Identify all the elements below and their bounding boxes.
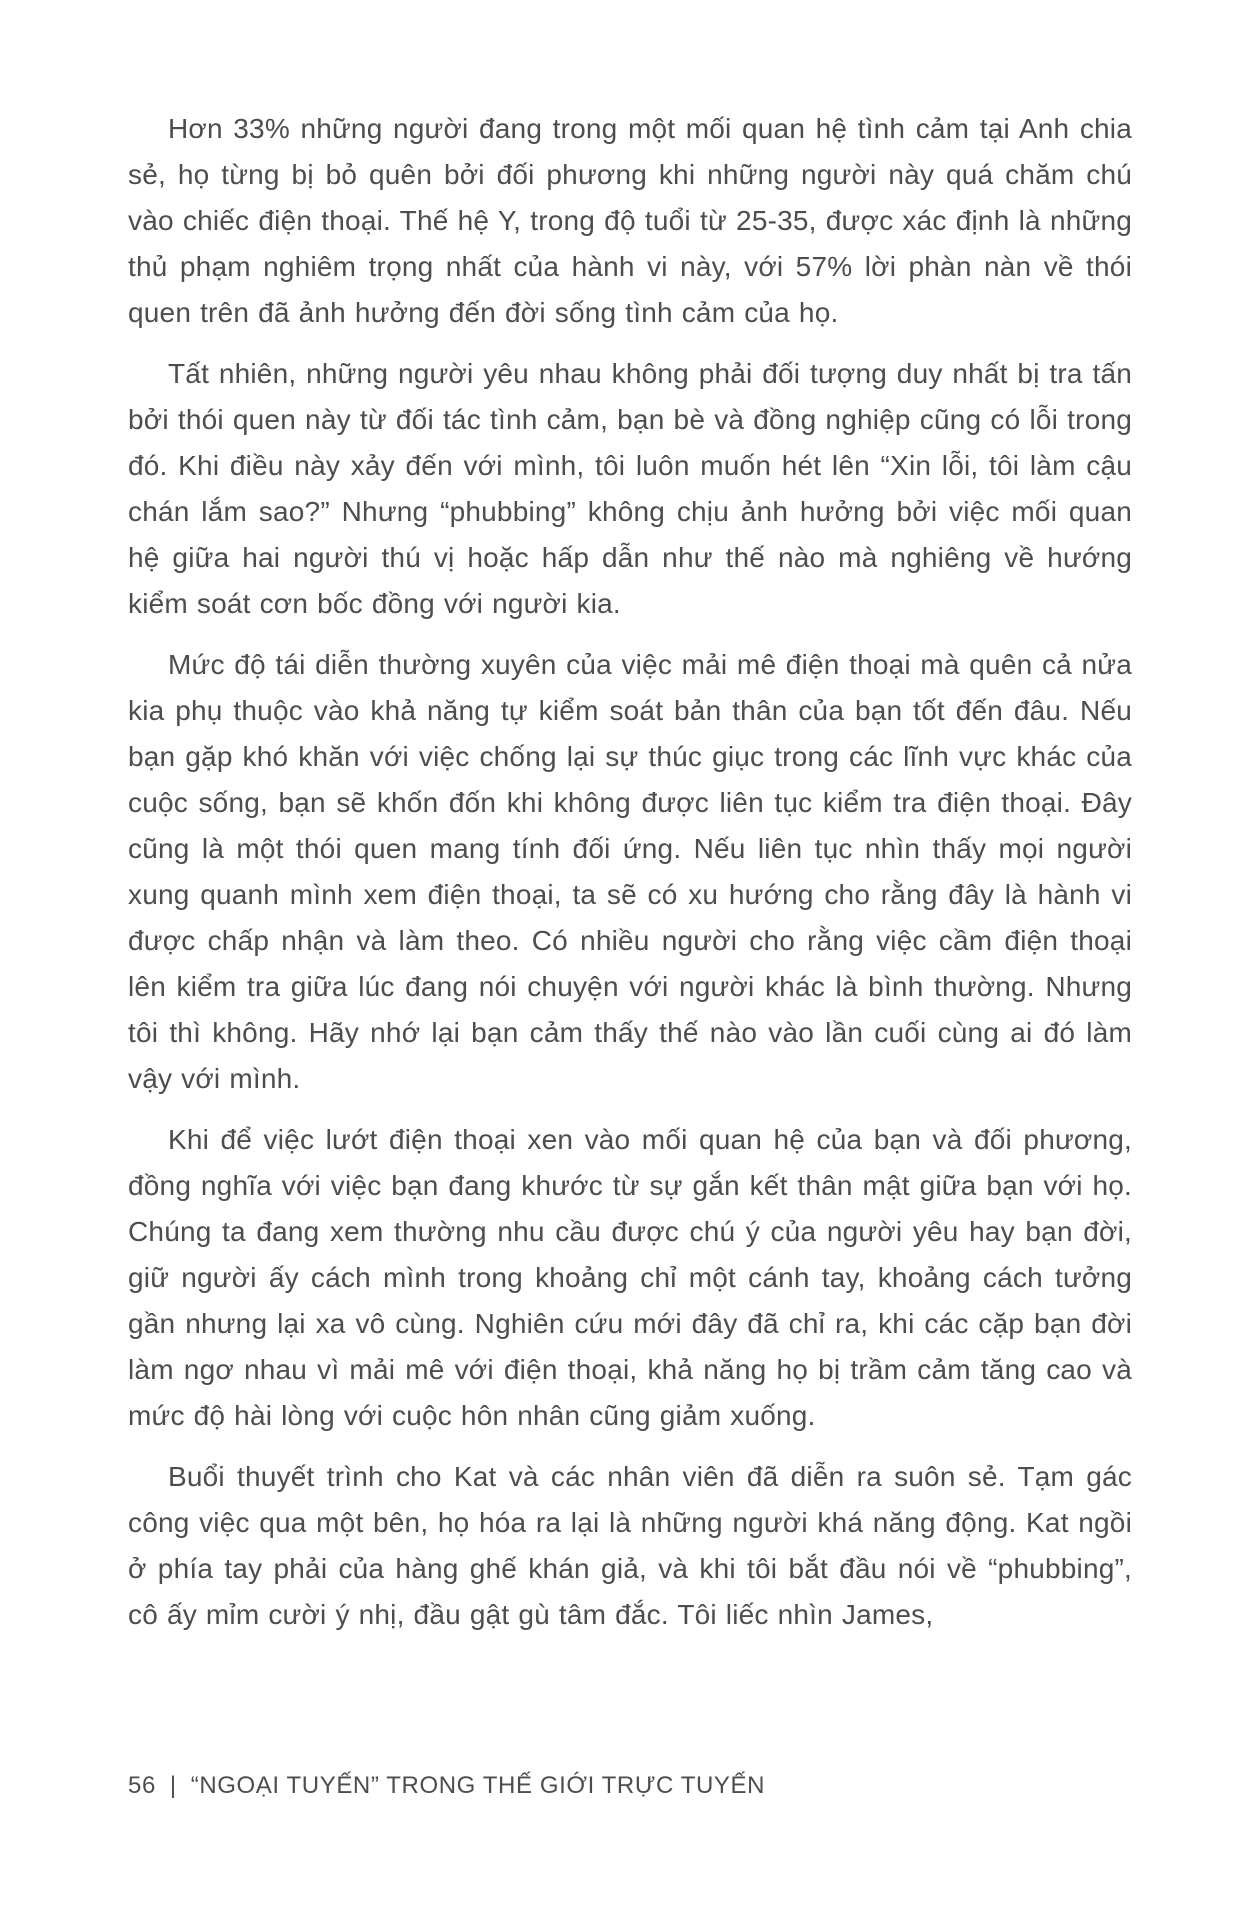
paragraph-1: Hơn 33% những người đang trong một mối quan hệ tình cảm tại Anh chia sẻ, họ từng bị bỏ quên bởi đối phương khi những người này quá chăm chú vào chiếc điện thoại. Thế hệ Y, trong độ tuổi từ 25-35, được xác định là những thủ phạm nghiêm trọng nhất của hành vi này, với 57% lời phàn nàn về thói quen trên đã ảnh hưởng đến đời sống tình cảm của họ. (128, 113, 1132, 328)
running-title: “NGOẠI TUYẾN” TRONG THẾ GIỚI TRỰC TUYẾN (190, 1772, 766, 1799)
page-footer (128, 1772, 765, 1800)
paragraph-2: Tất nhiên, những người yêu nhau không phải đối tượng duy nhất bị tra tấn bởi thói quen này từ đối tác tình cảm, bạn bè và đồng nghiệp cũng có lỗi trong đó. Khi điều này xảy đến với mình, tôi luôn muốn hét lên “Xin lỗi, tôi làm cậu chán lắm sao?” Nhưng “phubbing” không chịu ảnh hưởng bởi việc mối quan hệ giữa hai người thú vị hoặc hấp dẫn như thế nào mà nghiêng về hướng kiểm soát cơn bốc đồng với người kia. (128, 358, 1132, 619)
paragraph-4: Khi để việc lướt điện thoại xen vào mối quan hệ của bạn và đối phương, đồng nghĩa với việc bạn đang khước từ sự gắn kết thân mật giữa bạn với họ. Chúng ta đang xem thường nhu cầu được chú ý của người yêu hay bạn đời, giữ người ấy cách mình trong khoảng chỉ một cánh tay, khoảng cách tưởng gần nhưng lại xa vô cùng. Nghiên cứu mới đây đã chỉ ra, khi các cặp bạn đời làm ngơ nhau vì mải mê với điện thoại, khả năng họ bị trầm cảm tăng cao và mức độ hài lòng với cuộc hôn nhân cũng giảm xuống. (128, 1124, 1132, 1431)
paragraph-3: Mức độ tái diễn thường xuyên của việc mải mê điện thoại mà quên cả nửa kia phụ thuộc vào khả năng tự kiểm soát bản thân của bạn tốt đến đâu. Nếu bạn gặp khó khăn với việc chống lại sự thúc giục trong các lĩnh vực khác của cuộc sống, bạn sẽ khốn đốn khi không được liên tục kiểm tra điện thoại. Đây cũng là một thói quen mang tính đối ứng. Nếu liên tục nhìn thấy mọi người xung quanh mình xem điện thoại, ta sẽ có xu hướng cho rằng đây là hành vi được chấp nhận và làm theo. Có nhiều người cho rằng việc cầm điện thoại lên kiểm tra giữa lúc đang nói chuyện với người khác là bình thường. Nhưng tôi thì không. Hãy nhớ lại bạn cảm thấy thế nào vào lần cuối cùng ai đó làm vậy với mình. (128, 649, 1132, 1094)
body-text (128, 106, 1132, 1638)
page-number: 56 (128, 1772, 156, 1799)
paragraph-5: Buổi thuyết trình cho Kat và các nhân viên đã diễn ra suôn sẻ. Tạm gác công việc qua một bên, họ hóa ra lại là những người khá năng động. Kat ngồi ở phía tay phải của hàng ghế khán giả, và khi tôi bắt đầu nói về “phubbing”, cô ấy mỉm cười ý nhị, đầu gật gù tâm đắc. Tôi liếc nhìn James, (128, 1461, 1132, 1630)
footer-separator: | (169, 1772, 177, 1799)
